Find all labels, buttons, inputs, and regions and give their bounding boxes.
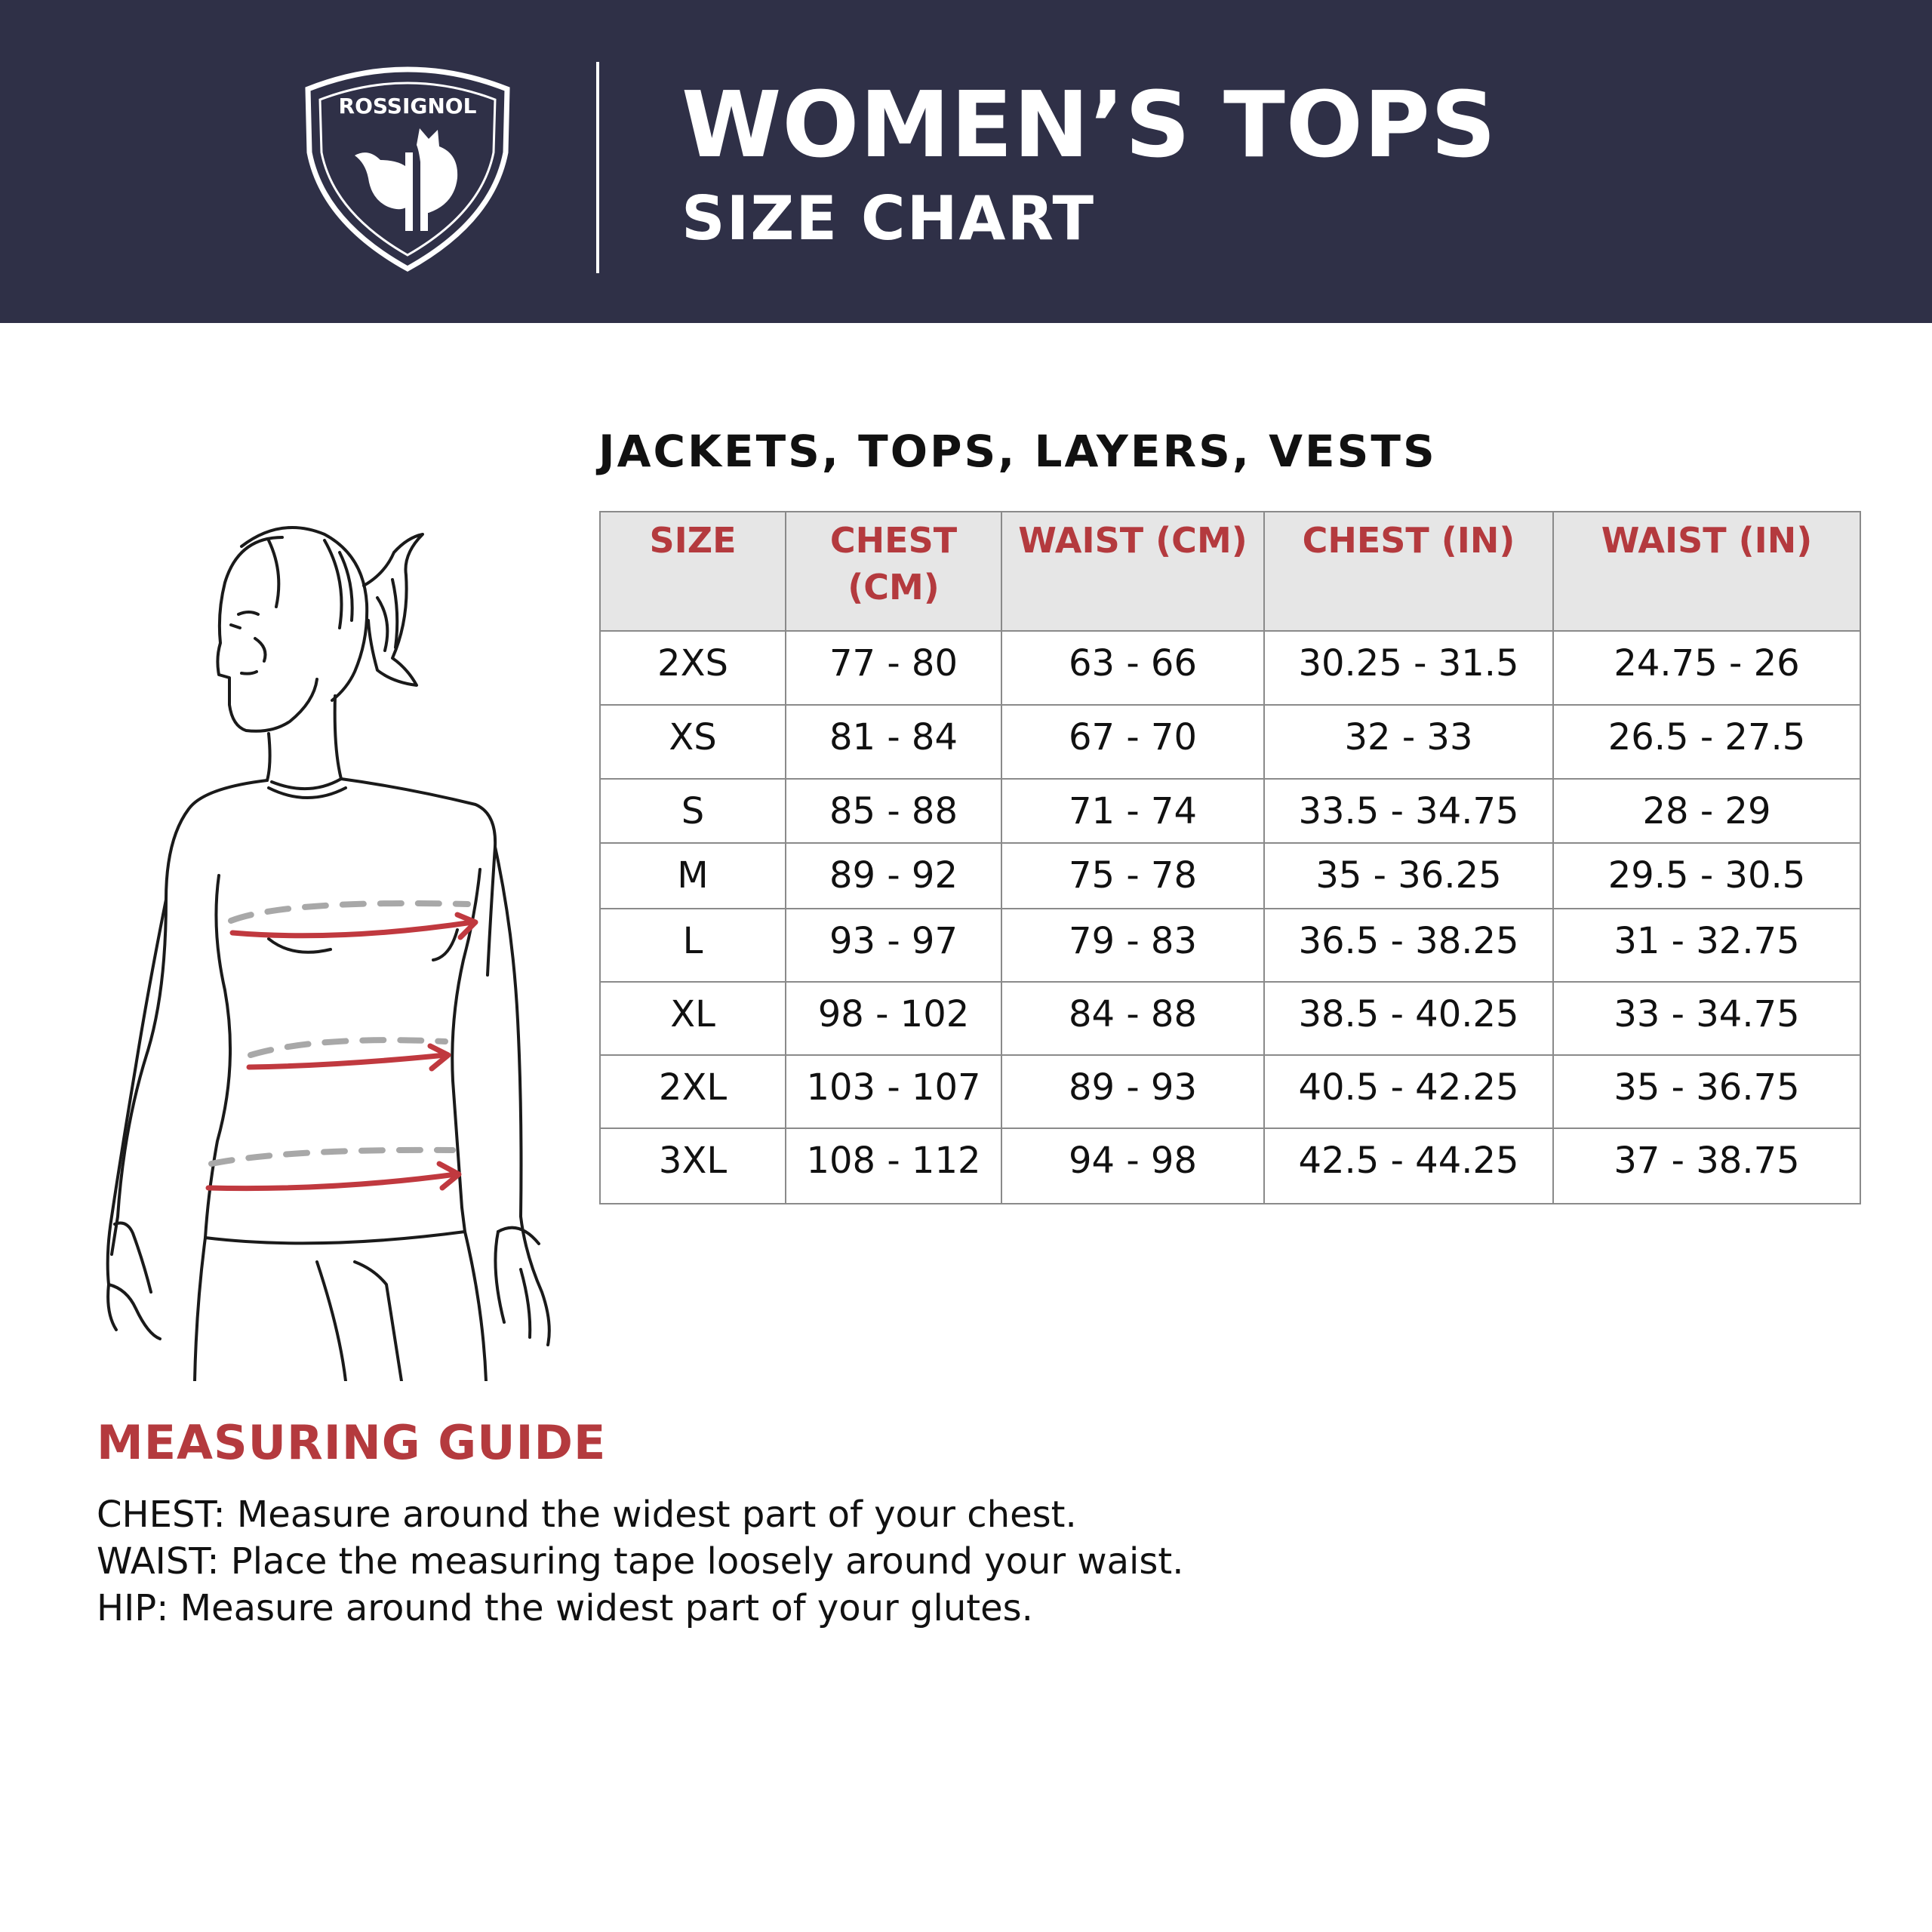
page-title: WOMEN’S TOPS (681, 73, 1497, 178)
svg-text:ROSSIGNOL: ROSSIGNOL (338, 94, 477, 118)
table-cell: 79 - 83 (1001, 909, 1264, 982)
column-header-size: SIZE (600, 512, 786, 631)
table-cell: 40.5 - 42.25 (1264, 1055, 1553, 1128)
table-row (600, 1055, 1860, 1128)
table-cell: 108 - 112 (786, 1128, 1001, 1204)
table-row (600, 843, 1860, 909)
table-cell: 29.5 - 30.5 (1553, 843, 1860, 909)
table-heading: JACKETS, TOPS, LAYERS, VESTS (598, 426, 1437, 477)
table-cell: 85 - 88 (786, 779, 1001, 843)
table-row (600, 631, 1860, 705)
table-header-row (600, 512, 1860, 631)
table-cell: 77 - 80 (786, 631, 1001, 705)
table-cell: 93 - 97 (786, 909, 1001, 982)
size-chart-table (599, 511, 1861, 1204)
guide-line-hip: HIP: Measure around the widest part of your glutes. (97, 1587, 1033, 1629)
table-cell: XL (600, 982, 786, 1055)
table-cell: 26.5 - 27.5 (1553, 705, 1860, 779)
table-cell: 35 - 36.25 (1264, 843, 1553, 909)
table-cell: 31 - 32.75 (1553, 909, 1860, 982)
table-cell: 30.25 - 31.5 (1264, 631, 1553, 705)
column-header-chest-cm: CHEST (CM) (786, 512, 1001, 631)
table-cell: 81 - 84 (786, 705, 1001, 779)
measuring-guide-heading: MEASURING GUIDE (97, 1415, 607, 1470)
table-row (600, 779, 1860, 843)
column-header-waist-cm: WAIST (CM) (1001, 512, 1264, 631)
table-row (600, 982, 1860, 1055)
guide-line-chest: CHEST: Measure around the widest part of your chest. (97, 1494, 1077, 1536)
table-cell: 42.5 - 44.25 (1264, 1128, 1553, 1204)
guide-line-waist: WAIST: Place the measuring tape loosely around your waist. (97, 1540, 1184, 1583)
table-cell: 37 - 38.75 (1553, 1128, 1860, 1204)
rossignol-logo-icon (296, 63, 519, 273)
table-cell: 2XS (600, 631, 786, 705)
header-banner (0, 0, 1932, 323)
table-cell: 36.5 - 38.25 (1264, 909, 1553, 982)
table-row (600, 909, 1860, 982)
table-cell: 28 - 29 (1553, 779, 1860, 843)
table-cell: XS (600, 705, 786, 779)
column-header-waist-in: WAIST (IN) (1553, 512, 1860, 631)
table-cell: 32 - 33 (1264, 705, 1553, 779)
table-cell: 94 - 98 (1001, 1128, 1264, 1204)
table-cell: S (600, 779, 786, 843)
table-cell: M (600, 843, 786, 909)
table-row (600, 1128, 1860, 1204)
table-cell: 38.5 - 40.25 (1264, 982, 1553, 1055)
table-cell: 98 - 102 (786, 982, 1001, 1055)
table-cell: 71 - 74 (1001, 779, 1264, 843)
woman-measurement-figure-icon (91, 507, 634, 1381)
table-cell: 89 - 92 (786, 843, 1001, 909)
table-cell: 3XL (600, 1128, 786, 1204)
column-header-chest-in: CHEST (IN) (1264, 512, 1553, 631)
table-cell: 75 - 78 (1001, 843, 1264, 909)
table-cell: 103 - 107 (786, 1055, 1001, 1128)
table-cell: 63 - 66 (1001, 631, 1264, 705)
table-cell: 24.75 - 26 (1553, 631, 1860, 705)
header-divider (596, 62, 599, 273)
page-subtitle: SIZE CHART (681, 183, 1096, 254)
table-cell: 33.5 - 34.75 (1264, 779, 1553, 843)
table-cell: 2XL (600, 1055, 786, 1128)
table-cell: 89 - 93 (1001, 1055, 1264, 1128)
table-row (600, 705, 1860, 779)
table-cell: 33 - 34.75 (1553, 982, 1860, 1055)
table-cell: 84 - 88 (1001, 982, 1264, 1055)
table-cell: 67 - 70 (1001, 705, 1264, 779)
table-cell: 35 - 36.75 (1553, 1055, 1860, 1128)
table-cell: L (600, 909, 786, 982)
